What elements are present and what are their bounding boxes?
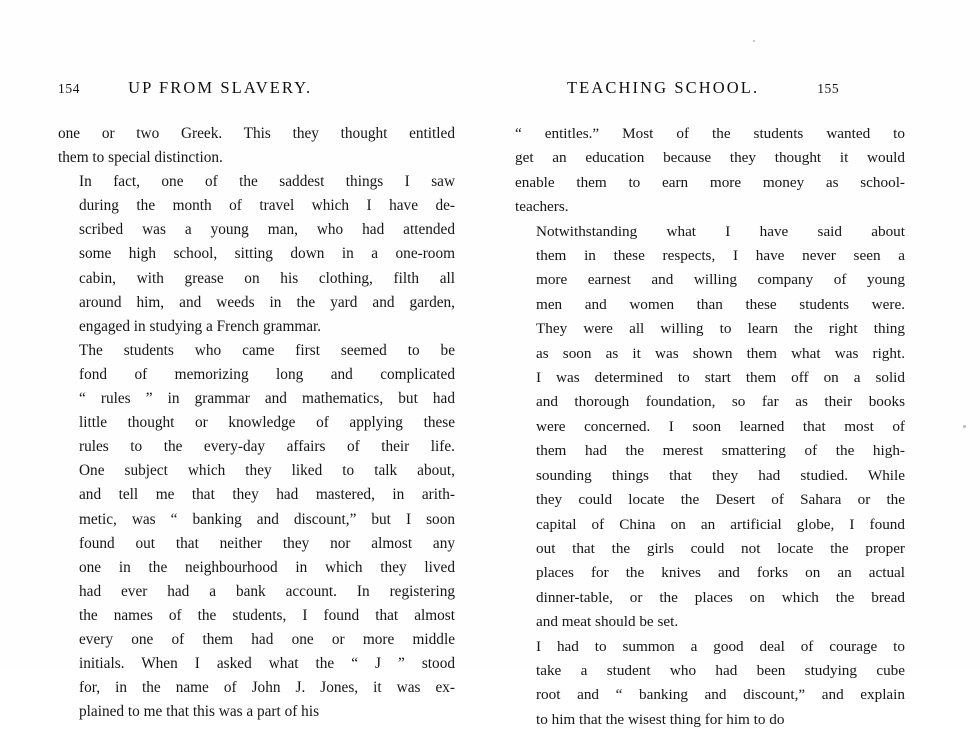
text-line: metic, was “ banking and discount,” but I soon (79, 510, 455, 528)
text-line: as soon as it was shown them what was right. (536, 344, 905, 362)
folio-left: 154 (58, 81, 81, 96)
text-line: get an education because they thought it would (515, 149, 905, 167)
text-line: cabin, with grease on his clothing, filth all (79, 269, 455, 287)
text-line: initials. When I asked what the “ J ” stood (79, 655, 455, 673)
text-line: One subject which they liked to talk about, (79, 462, 455, 480)
text-line: more earnest and willing company of young (536, 271, 905, 289)
text-line: and meat should be set. (536, 613, 679, 631)
text-line: plained to me that this was a part of his (79, 703, 320, 721)
text-line: they could locate the Desert of Sahara or the (536, 491, 905, 509)
paragraph (515, 220, 905, 635)
text-line: one in the neighbourhood in which they lived (79, 558, 455, 576)
text-line: root and “ banking and discount,” and explain (536, 686, 905, 704)
text-line: The students who came first seemed to be (79, 341, 455, 359)
text-line: dinner-table, or the places on which the bread (536, 588, 905, 606)
text-line: found out that neither they nor almost any (79, 534, 455, 552)
text-line: places for the knives and forks on an actual (536, 564, 905, 582)
running-head-left (58, 78, 455, 108)
text-line: little thought or knowledge of applying these (79, 414, 455, 432)
text-line: engaged in studying a French grammar. (79, 317, 322, 335)
text-line: around him, and weeds in the yard and garden, (79, 293, 455, 311)
text-line: them had the merest smattering of the high- (536, 442, 905, 460)
body-text-left (58, 122, 455, 724)
text-line: I was determined to start them off on a solid (536, 369, 905, 387)
text-line: In fact, one of the saddest things I saw (79, 173, 455, 191)
text-line: them in these respects, I have never seen a (536, 247, 905, 265)
text-line: were concerned. I soon learned that most of (536, 417, 905, 435)
paragraph (58, 170, 455, 339)
text-line: I had to summon a good deal of courage to (536, 637, 905, 655)
text-line: enable them to earn more money as school- (515, 173, 905, 191)
text-line: for, in the name of John J. Jones, it was ex- (79, 679, 455, 697)
body-text-right (515, 122, 905, 732)
text-line: scribed was a young man, who had attended (79, 221, 455, 239)
text-line: take a student who had been studying cube (536, 661, 905, 679)
paragraph (515, 122, 905, 220)
page-left (0, 0, 490, 721)
text-line: one or two Greek. This they thought entitled (58, 125, 455, 142)
text-line: rules to the every-day affairs of their life. (79, 438, 455, 456)
text-line: They were all willing to learn the right thing (536, 320, 905, 338)
text-line: them to special distinction. (58, 149, 223, 167)
paragraph (58, 339, 455, 725)
text-line: some high school, sitting down in a one-room (79, 245, 455, 263)
paragraph (515, 635, 905, 732)
text-line: during the month of travel which I have de- (79, 197, 455, 215)
text-line: had ever had a bank account. In registering (79, 582, 455, 600)
text-line: men and women than these students were. (536, 295, 905, 313)
text-line: fond of memorizing long and complicated (79, 365, 455, 383)
text-line: the names of the students, I found that almost (79, 606, 455, 624)
text-line: to him that the wisest thing for him to do (536, 710, 785, 728)
text-line: capital of China on an artificial globe, I found (536, 515, 905, 533)
paragraph (58, 122, 455, 170)
page-right (490, 0, 980, 728)
text-line: sounding things that they had studied. While (536, 466, 905, 484)
text-line: out that the girls could not locate the proper (536, 539, 905, 557)
running-head-title-right: TEACHING SCHOOL. (567, 78, 760, 97)
running-head-title-left: UP FROM SLAVERY. (128, 78, 313, 97)
folio-right: 155 (817, 81, 840, 96)
text-line: “ rules ” in grammar and mathematics, but had (79, 390, 455, 408)
text-line: Notwithstanding what I have said about (536, 222, 905, 240)
text-line: and tell me that they had mastered, in arith- (79, 486, 455, 504)
text-line: “ entitles.” Most of the students wanted to (515, 125, 905, 142)
text-line: and thorough foundation, so far as their books (536, 393, 905, 411)
text-line: every one of them had one or more middle (79, 630, 455, 648)
running-head-right (515, 78, 905, 108)
text-line: teachers. (515, 198, 569, 216)
